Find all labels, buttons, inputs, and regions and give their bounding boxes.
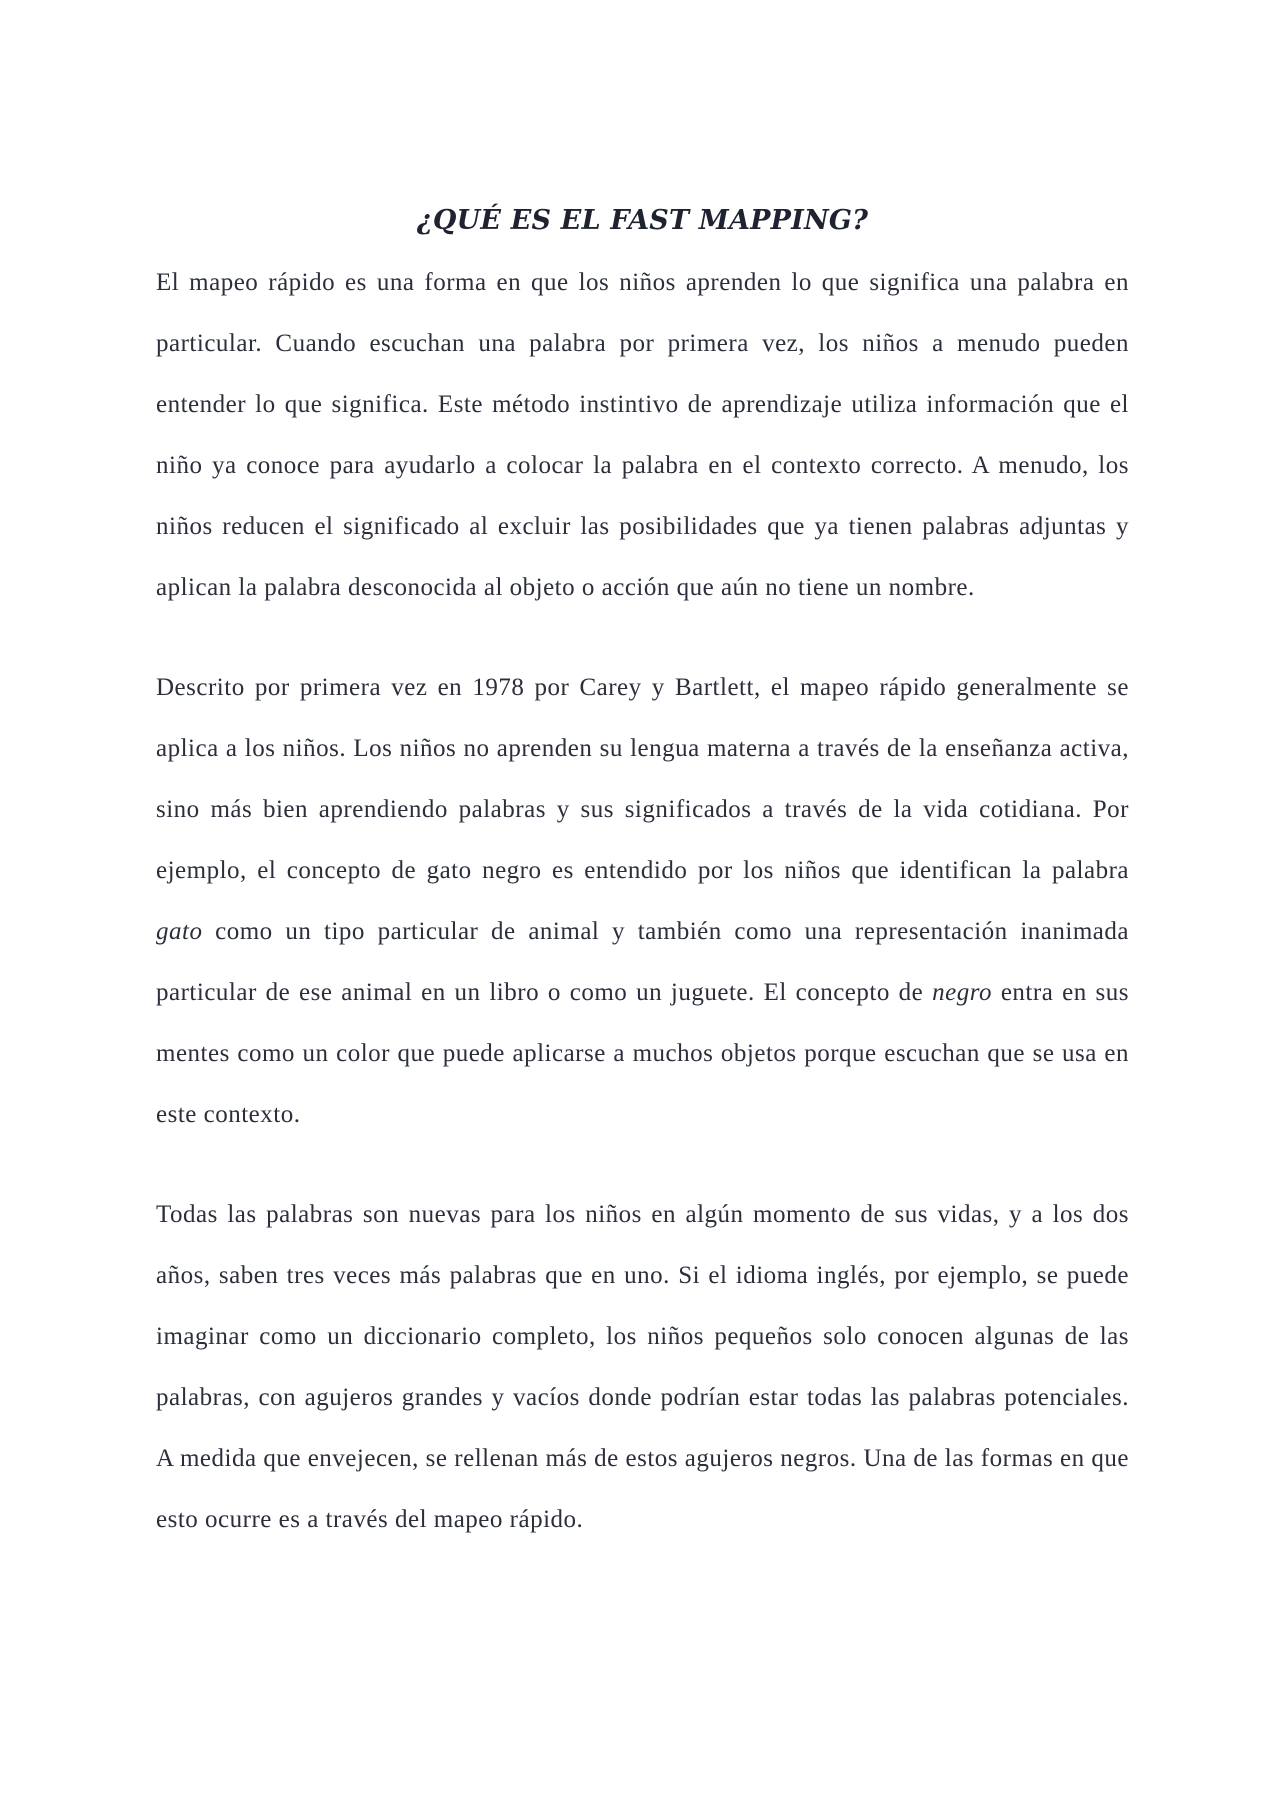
document-body (156, 198, 1129, 1550)
paragraph-3: Todas las palabras son nuevas para los niños en algún momento de sus vidas, y a los dos años, saben tres veces más palabras que en uno. Si el idioma inglés, por ejemplo, se puede imaginar como un diccionario completo, los niños pequeños solo conocen algunas de las palabras, con agujeros grandes y vacíos donde podrían estar todas las palabras potenciales. A medida que envejecen, se rellenan más de estos agujeros negros. Una de las formas en que esto ocurre es a través del mapeo rápido. (156, 1201, 1129, 1533)
italic-word-negro: negro (932, 979, 992, 1006)
paragraph-2 (156, 657, 1129, 1145)
paragraph-2-text-2: como un tipo particular de animal y también como una representación inanimada particular de ese animal en un libro o como un juguete. El concepto de (156, 918, 1129, 1006)
italic-word-gato: gato (156, 918, 203, 945)
page-title: ¿QUÉ ES EL FAST MAPPING? (416, 205, 869, 236)
paragraph-1: El mapeo rápido es una forma en que los niños aprenden lo que significa una palabra en particular. Cuando escuchan una palabra por primera vez, los niños a menudo pueden entender lo que significa. Este método instintivo de aprendizaje utiliza información que el niño ya conoce para ayudarlo a colocar la palabra en el contexto correcto. A menudo, los niños reducen el significado al excluir las posibilidades que ya tienen palabras adjuntas y aplican la palabra desconocida al objeto o acción que aún no tiene un nombre. (156, 269, 1129, 601)
paragraph-2-text-1: Descrito por primera vez en 1978 por Carey y Bartlett, el mapeo rápido generalmente se aplica a los niños. Los niños no aprenden su lengua materna a través de la enseñanza activa, sino más bien aprendiendo palabras y sus significados a través de la vida cotidiana. Por ejemplo, el concepto de gato negro es entendido por los niños que identifican la palabra (156, 674, 1129, 884)
paragraph-2-text-3: entra en sus mentes como un color que puede aplicarse a muchos objetos porque escuchan que se usa en este contexto. (156, 979, 1129, 1128)
